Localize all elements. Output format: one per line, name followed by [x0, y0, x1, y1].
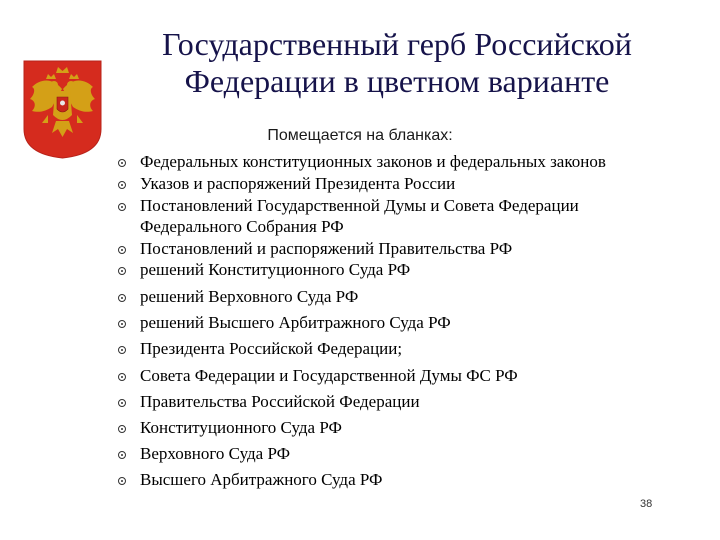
list-item — [0, 194, 720, 218]
list-item — [0, 150, 720, 174]
bullet-icon — [118, 346, 126, 354]
bullet-icon — [118, 267, 126, 275]
bullet-icon — [118, 294, 126, 302]
list-item-text: Правительства Российской Федерации — [140, 392, 420, 411]
list-item-text: Верховного Суда РФ — [140, 444, 291, 463]
list-item — [0, 364, 720, 388]
bullet-icon — [118, 451, 126, 459]
list-item-text: Постановлений и распоряжений Правительства РФ — [140, 239, 513, 258]
list-item-text: Федеральных конституционных законов и федеральных законов — [140, 152, 606, 171]
bullet-icon — [118, 246, 126, 254]
bullet-icon — [118, 399, 126, 407]
list-item-text: Президента Российской Федерации; — [140, 339, 403, 358]
bullet-icon — [118, 320, 126, 328]
list-item — [0, 468, 720, 492]
list-item — [0, 442, 720, 466]
bullet-icon — [118, 477, 126, 485]
bullet-icon — [118, 425, 126, 433]
list-item — [0, 285, 720, 309]
bullet-icon — [118, 181, 126, 189]
list-item-text: Постановлений Государственной Думы и Совета Федерации — [140, 196, 579, 215]
list-item — [0, 416, 720, 440]
bullet-icon — [118, 159, 126, 167]
list-item-continuation: Федерального Собрания РФ — [140, 217, 344, 236]
list-item — [0, 311, 720, 335]
bullet-icon — [118, 203, 126, 211]
list-item — [0, 390, 720, 414]
list-item — [0, 172, 720, 196]
subtitle: Помещается на бланках: — [267, 127, 453, 144]
list-item-text: Конституционного Суда РФ — [140, 418, 342, 437]
list-item — [0, 337, 720, 361]
coat-of-arms-icon — [22, 59, 103, 160]
page-title — [116, 26, 678, 100]
list-item-text: решений Высшего Арбитражного Суда РФ — [140, 313, 451, 332]
list-item-text: Совета Федерации и Государственной Думы ФС РФ — [140, 366, 518, 385]
bullet-icon — [118, 373, 126, 381]
page-number: 38 — [640, 498, 653, 510]
title-line-2: Федерации в цветном варианте — [184, 63, 610, 99]
list-item-text: решений Верховного Суда РФ — [140, 287, 359, 306]
list-item — [0, 258, 720, 282]
title-line-1: Государственный герб Российской — [162, 26, 632, 62]
list-item-text: решений Конституционного Суда РФ — [140, 260, 411, 279]
list-item-text: Высшего Арбитражного Суда РФ — [140, 470, 383, 489]
list-item-text: Указов и распоряжений Президента России — [140, 174, 456, 193]
